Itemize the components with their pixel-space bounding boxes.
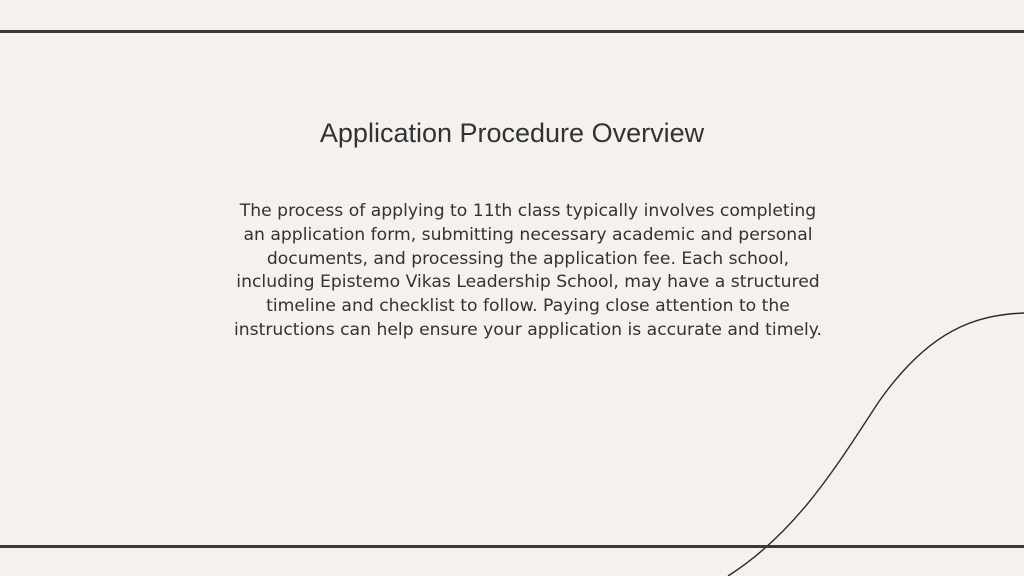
slide-title: Application Procedure Overview	[319, 118, 705, 148]
decorative-curve-path	[728, 313, 1024, 576]
slide-body-text: The process of applying to 11th class typically involves completing an application form, submitting necessary academic and personal documents, and processing the application fee. Each school, including Epistemo Vikas Leadership School, may have a structured timeline and checklist to follow. Paying close attention to the instructions can help ensure your application is accurate and timely.	[234, 201, 822, 340]
bottom-divider	[0, 545, 1024, 548]
top-divider	[0, 30, 1024, 33]
